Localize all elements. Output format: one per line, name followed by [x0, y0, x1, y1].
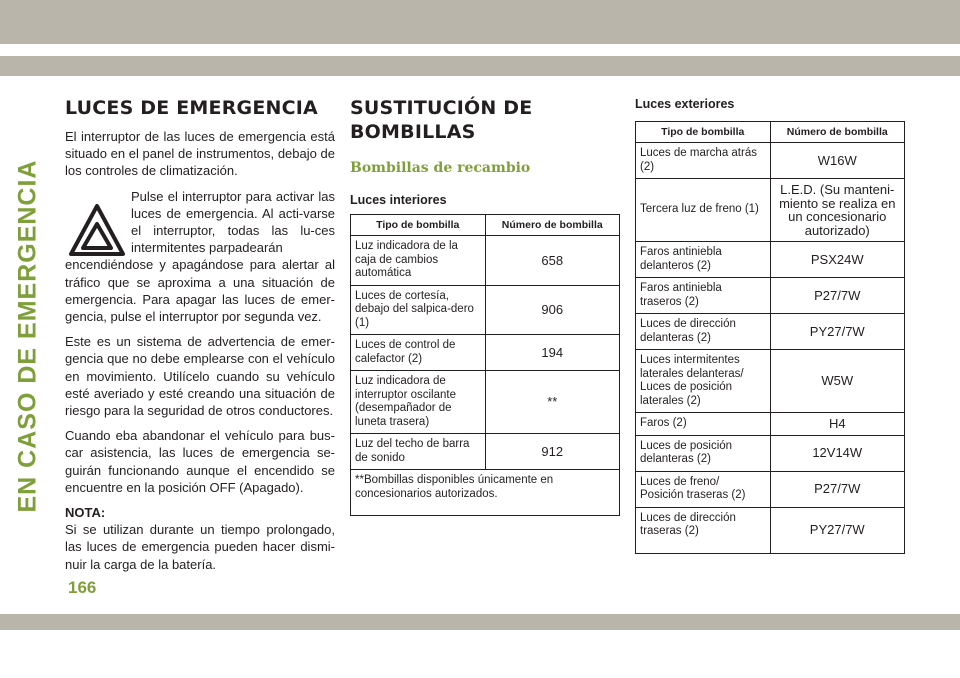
table-row — [636, 435, 905, 471]
table-row — [636, 143, 905, 179]
table-row — [636, 350, 905, 413]
bulb-number-cell: ** — [485, 371, 620, 434]
note-text: Si se utilizan durante un tiempo prolongado, las luces de emergencia pueden hacer dismi-nuir la carga de la batería. — [65, 522, 335, 572]
page-number: 166 — [68, 578, 97, 597]
bulb-type-cell: Luces de control de calefactor (2) — [351, 335, 486, 371]
bulb-type-cell: Luces intermitentes laterales delanteras/ Luces de posición laterales (2) — [636, 350, 771, 413]
bulb-number-cell: PY27/7W — [770, 507, 905, 553]
table-row — [351, 285, 620, 335]
table-row — [351, 434, 620, 470]
hazard-ignition-paragraph: Cuando eba abandonar el vehículo para bus-car asistencia, las luces de emergencia se-guirán funcionando aunque el encendido se encuentre en la posición OFF (Apagado). — [65, 428, 335, 495]
bulb-replacement-section — [350, 96, 620, 516]
column-header-bulb-type: Tipo de bombilla — [351, 215, 486, 236]
note-label: NOTA: — [65, 505, 106, 521]
top-band-lower — [0, 56, 960, 76]
hazard-paragraph-continued: encendiéndose y apagándose para alertar al tráfico que se aproxima a una situación de emergencia. Para apagar las luces de emer-gencia, pulse el interruptor por segunda vez. — [65, 257, 335, 325]
bulb-replacement-title-line2: BOMBILLAS — [350, 121, 476, 143]
bulb-type-cell: Luces de marcha atrás (2) — [636, 143, 771, 179]
table-row — [351, 371, 620, 434]
bulb-type-cell: Luz del techo de barra de sonido — [351, 434, 486, 470]
table-header-row — [351, 215, 620, 236]
bulb-number-cell: P27/7W — [770, 278, 905, 314]
bulb-number-cell: PSX24W — [770, 242, 905, 278]
bulb-number-cell: 912 — [485, 434, 620, 470]
hazard-triangle-icon — [67, 200, 127, 260]
bulb-number-cell: P27/7W — [770, 471, 905, 507]
hazard-warning-block — [65, 188, 335, 326]
table-row — [636, 314, 905, 350]
hazard-intro-paragraph: El interruptor de las luces de emergencia está situado en el panel de instrumentos, debajo de los controles de climatización. — [65, 129, 335, 179]
bulb-number-cell: 194 — [485, 335, 620, 371]
bulb-number-cell: W5W — [770, 350, 905, 413]
table-row — [636, 507, 905, 553]
bulb-number-cell: 658 — [485, 236, 620, 286]
bulb-type-cell: Luces de dirección delanteras (2) — [636, 314, 771, 350]
table-row — [636, 278, 905, 314]
bulb-type-cell: Luces de posición delanteras (2) — [636, 435, 771, 471]
bulb-type-cell: Faros antiniebla delanteros (2) — [636, 242, 771, 278]
bulb-number-cell: 12V14W — [770, 435, 905, 471]
bulb-number-cell: PY27/7W — [770, 314, 905, 350]
table-row — [636, 413, 905, 436]
section-title: EN CASO DE EMERGENCIA — [13, 159, 42, 513]
bulb-number-cell: 906 — [485, 285, 620, 335]
table-row — [636, 471, 905, 507]
exterior-lights-heading: Luces exteriores — [635, 97, 735, 111]
hazard-lights-title: LUCES DE EMERGENCIA — [65, 97, 318, 119]
hazard-usage-paragraph: Este es un sistema de advertencia de emer-gencia que no debe emplearse con el vehículo en movimiento. Utilícelo cuando su vehículo esté averiado y esté creando una situación de riesgo para la seguridad de otros conductores. — [65, 334, 335, 419]
bulb-type-cell: Luz indicadora de la caja de cambios automática — [351, 236, 486, 286]
table-row — [351, 236, 620, 286]
table-footnote-row — [351, 470, 620, 516]
interior-bulbs-table — [350, 214, 620, 516]
bulb-number-cell: W16W — [770, 143, 905, 179]
exterior-bulbs-table — [635, 121, 905, 554]
bottom-band — [0, 614, 960, 630]
column-header-bulb-number: Número de bombilla — [485, 215, 620, 236]
table-row — [636, 242, 905, 278]
section-sidebar — [8, 96, 48, 576]
exterior-lights-section — [635, 96, 905, 554]
bulb-type-cell: Faros antiniebla traseros (2) — [636, 278, 771, 314]
bulb-type-cell: Faros (2) — [636, 413, 771, 436]
table-row — [351, 335, 620, 371]
column-header-bulb-number: Número de bombilla — [770, 122, 905, 143]
top-band — [0, 0, 960, 44]
bottom-margin — [0, 630, 960, 678]
table-footnote: **Bombillas disponibles únicamente en concesionarios autorizados. — [351, 470, 620, 516]
table-header-row — [636, 122, 905, 143]
bulb-type-cell: Tercera luz de freno (1) — [636, 179, 771, 242]
hazard-lights-section — [65, 96, 335, 573]
bulb-replacement-title-line1: SUSTITUCIÓN DE — [350, 97, 533, 119]
bulb-number-cell: H4 — [770, 413, 905, 436]
interior-lights-heading: Luces interiores — [350, 193, 447, 207]
table-row — [636, 179, 905, 242]
bulb-type-cell: Luces de dirección traseras (2) — [636, 507, 771, 553]
column-header-bulb-type: Tipo de bombilla — [636, 122, 771, 143]
bulb-number-cell: L.E.D. (Su manteni-miento se realiza en un concesionario autorizado) — [770, 179, 905, 242]
bulb-type-cell: Luces de cortesía, debajo del salpica-dero (1) — [351, 285, 486, 335]
bulb-type-cell: Luces de freno/ Posición traseras (2) — [636, 471, 771, 507]
bulb-type-cell: Luz indicadora de interruptor oscilante (desempañador de luneta trasera) — [351, 371, 486, 434]
hazard-indented-paragraph: Pulse el interruptor para activar las luces de emergencia. Al acti-varse el interruptor, todas las lu-ces intermitentes parpadearán — [131, 188, 335, 256]
replacement-bulbs-subtitle: Bombillas de recambio — [350, 160, 531, 176]
